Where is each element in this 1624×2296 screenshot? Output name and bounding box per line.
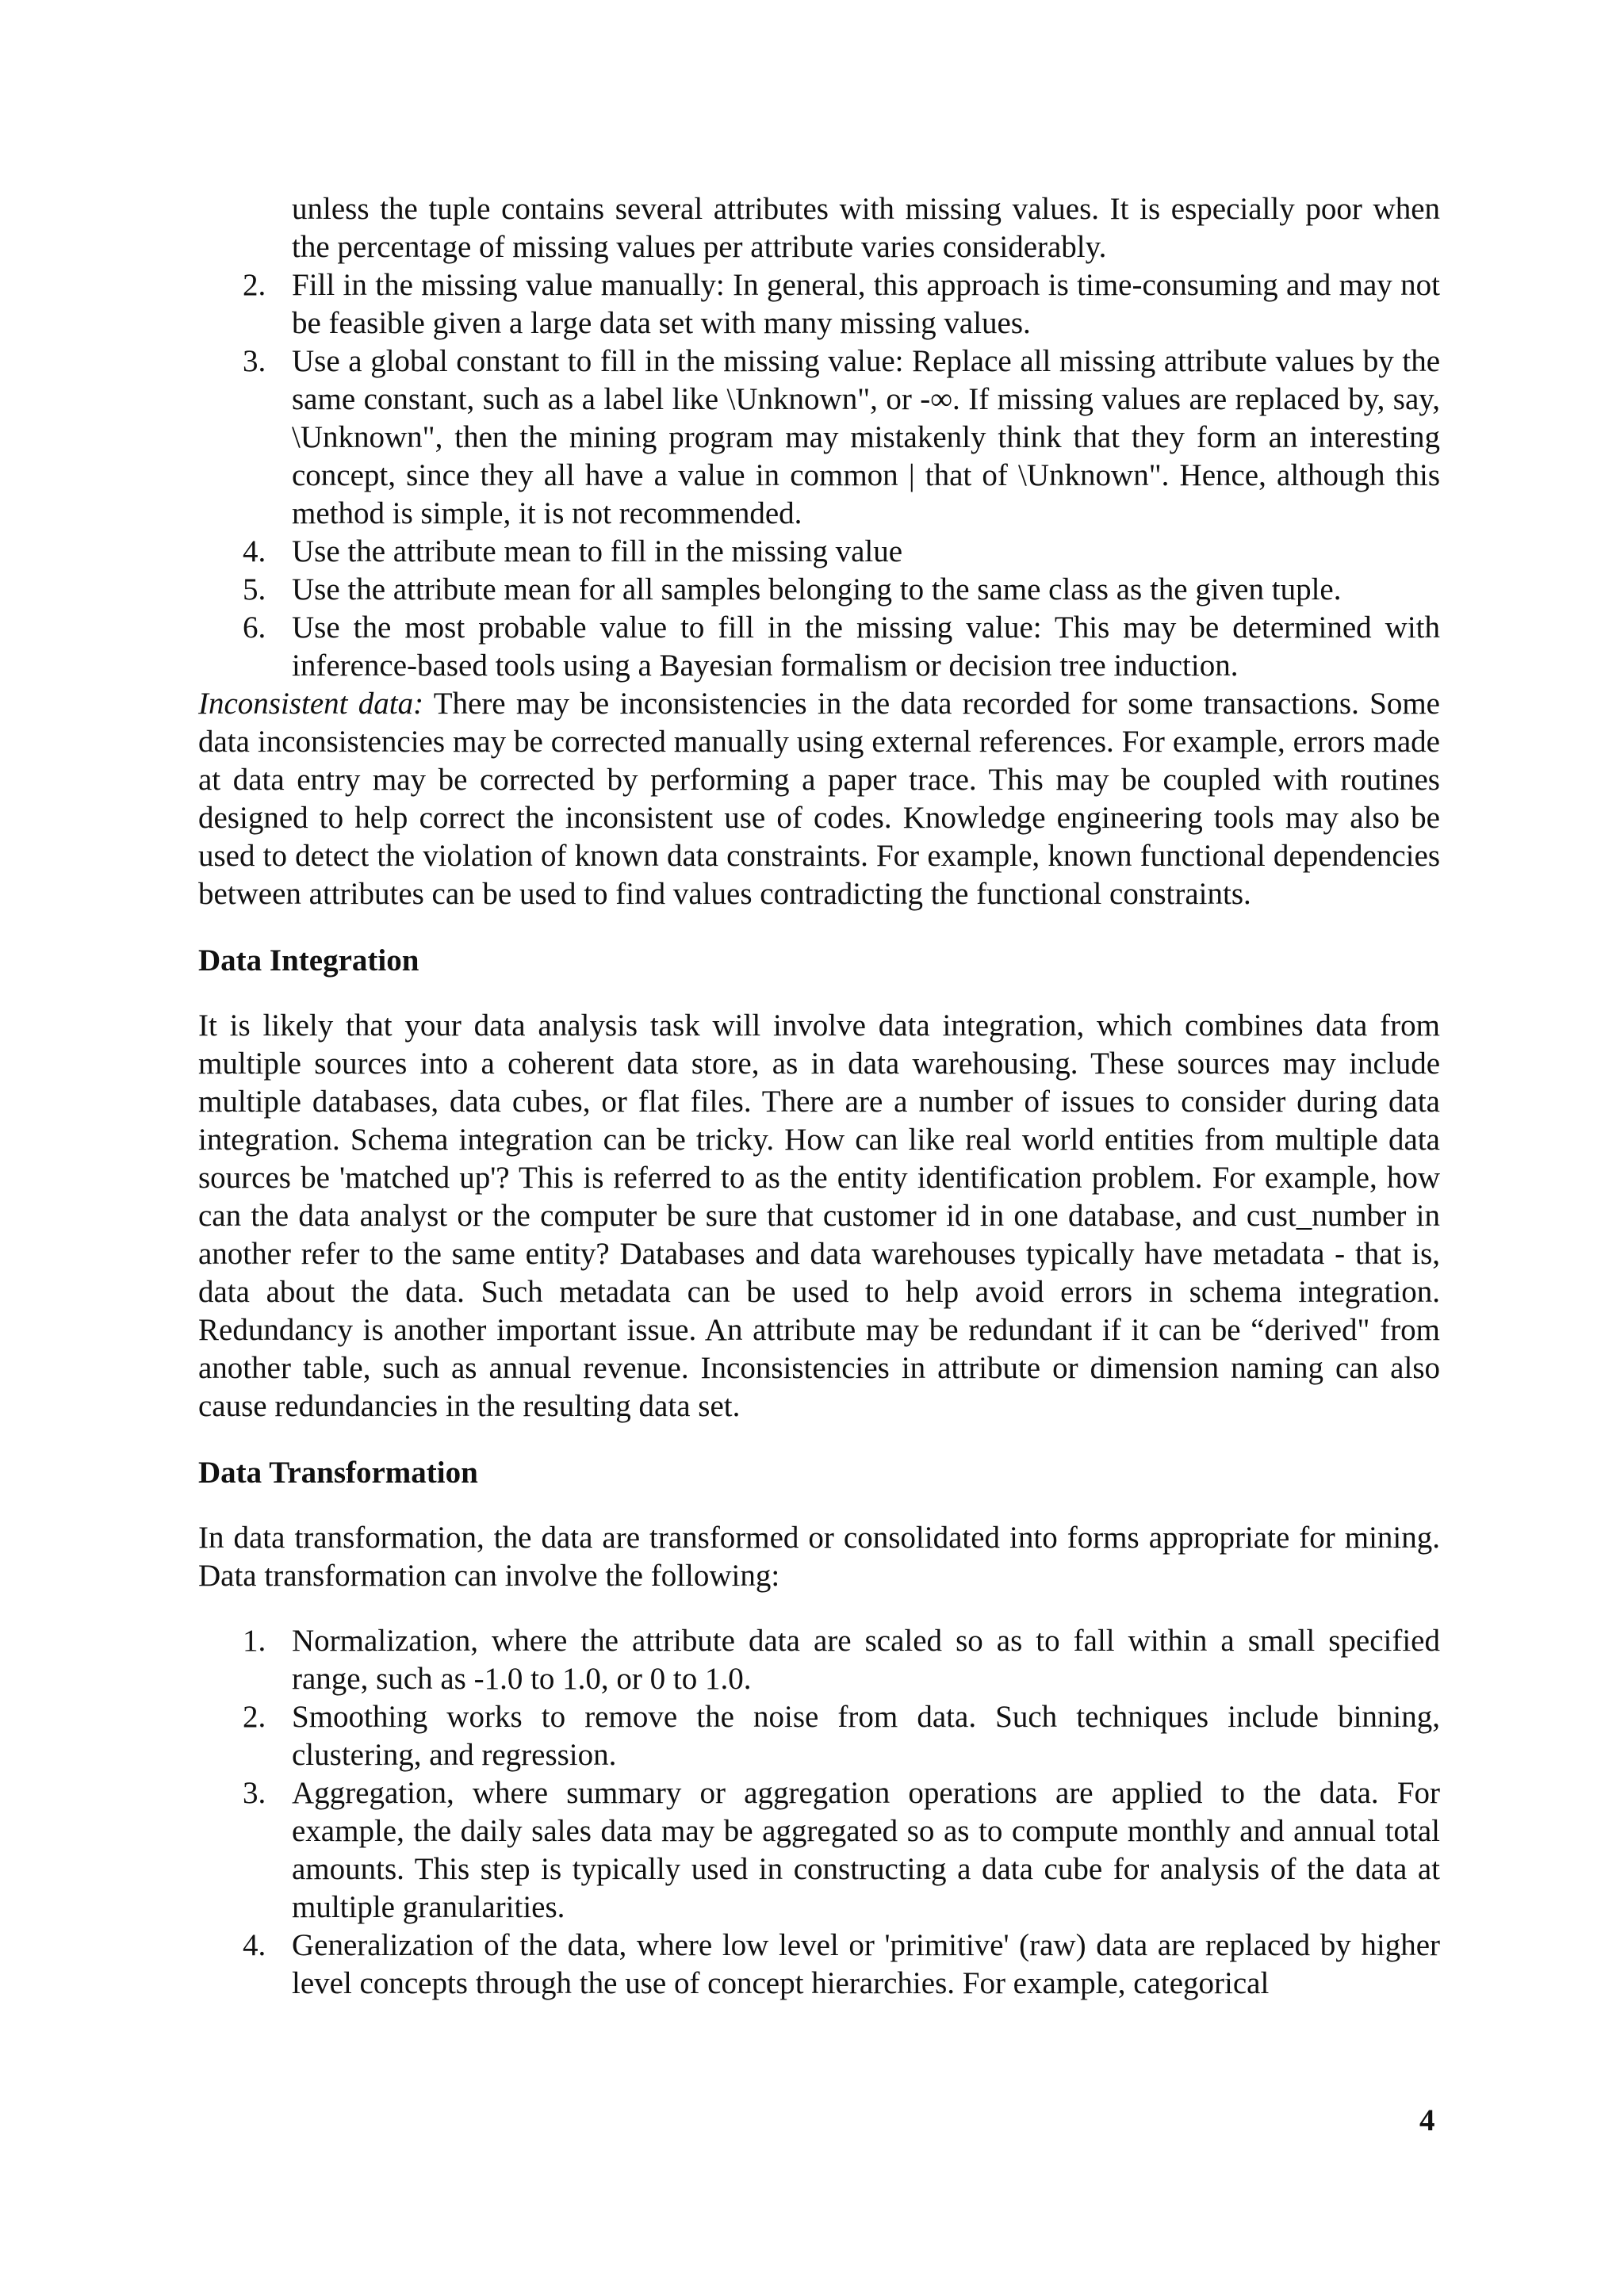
- list-item-number: 1.: [243, 1624, 266, 1658]
- list-item-text: Normalization, where the attribute data are scaled so as to fall within a small specified range, such as -1.0 to 1.0, or 0 to 1.0.: [292, 1624, 1440, 1696]
- list-item-text: Use the attribute mean for all samples belonging to the same class as the given tuple.: [292, 572, 1342, 607]
- list-item: [198, 609, 1440, 685]
- list-item-text: Use the attribute mean to fill in the missing value: [292, 534, 903, 568]
- transformation-list: [198, 1622, 1440, 2003]
- integration-paragraph: It is likely that your data analysis task will involve data integration, which combines data from multiple sources into a coherent data store, as in data warehousing. These sources may include multiple databases, data cubes, or flat files. There are a number of issues to consider during data integration. Schema integration can be tricky. How can like real world entities from multiple data sources be 'matched up'? This is referred to as the entity identification problem. For example, how can the data analyst or the computer be sure that customer id in one database, and cust_number in another refer to the same entity? Databases and data warehouses typically have metadata - that is, data about the data. Such metadata can be used to help avoid errors in schema integration. Redundancy is another important issue. An attribute may be redundant if it can be “derived" from another table, such as annual revenue. Inconsistencies in attribute or dimension naming can also cause redundancies in the resulting data set.: [198, 1008, 1440, 1423]
- list-item: [198, 1622, 1440, 1698]
- section-heading-transformation: Data Transformation: [198, 1456, 478, 1490]
- section-heading-integration: Data Integration: [198, 943, 419, 978]
- list-item-number: 6.: [243, 610, 266, 645]
- list-item-number: 4.: [243, 534, 266, 568]
- list-item: [198, 342, 1440, 533]
- list-item: [198, 571, 1440, 609]
- list-item-text: Generalization of the data, where low level or 'primitive' (raw) data are replaced by higher level concepts through the use of concept hierarchies. For example, categorical: [292, 1928, 1440, 2000]
- document-page: [198, 190, 1440, 2003]
- inconsistent-data-text: There may be inconsistencies in the data recorded for some transactions. Some data inconsistencies may be corrected manually using external references. For example, errors made at data entry may be corrected by performing a paper trace. This may be coupled with routines designed to help correct the inconsistent use of codes. Knowledge engineering tools may also be used to detect the violation of known data constraints. For example, known functional dependencies between attributes can be used to find values contradicting the functional constraints.: [198, 687, 1440, 911]
- transformation-paragraph: In data transformation, the data are transformed or consolidated into forms appropriate for mining. Data transformation can involve the following:: [198, 1521, 1440, 1593]
- list-item-text: Smoothing works to remove the noise from data. Such techniques include binning, clustering, and regression.: [292, 1700, 1440, 1772]
- list-item-number: 4.: [243, 1928, 266, 1962]
- list-item-text: Aggregation, where summary or aggregation operations are applied to the data. For example, the daily sales data may be aggregated so as to compute monthly and annual total amounts. This step is typically used in constructing a data cube for analysis of the data at multiple granularities.: [292, 1776, 1440, 1924]
- list-item-number: 3.: [243, 344, 266, 378]
- list-item-number: 2.: [243, 1700, 266, 1734]
- list-item: [198, 1927, 1440, 2003]
- list-item: [198, 1774, 1440, 1927]
- list-item-number: 2.: [243, 268, 266, 302]
- list-item: [198, 266, 1440, 342]
- missing-values-list: [198, 266, 1440, 685]
- page-number: 4: [1419, 2103, 1435, 2137]
- inconsistent-data-label: Inconsistent data:: [198, 687, 424, 721]
- list-item-text: Use the most probable value to fill in the missing value: This may be determined with inference-based tools using a Bayesian formalism or decision tree induction.: [292, 610, 1440, 683]
- list-item-text: Use a global constant to fill in the missing value: Replace all missing attribute values by the same constant, such as a label like \Unknown", or -∞. If missing values are replaced by, say, \Unknown", then the mining program may mistakenly think that they form an interesting concept, since they all have a value in common | that of \Unknown". Hence, although this method is simple, it is not recommended.: [292, 344, 1440, 530]
- list-continuation: unless the tuple contains several attributes with missing values. It is especially poor when the percentage of missing values per attribute varies considerably.: [292, 192, 1440, 264]
- list-item-number: 3.: [243, 1776, 266, 1810]
- list-item: [198, 533, 1440, 571]
- list-item: [198, 1698, 1440, 1774]
- inconsistent-data-paragraph: [198, 685, 1440, 913]
- list-item-number: 5.: [243, 572, 266, 607]
- list-item-text: Fill in the missing value manually: In general, this approach is time-consuming and may not be feasible given a large data set with many missing values.: [292, 268, 1440, 340]
